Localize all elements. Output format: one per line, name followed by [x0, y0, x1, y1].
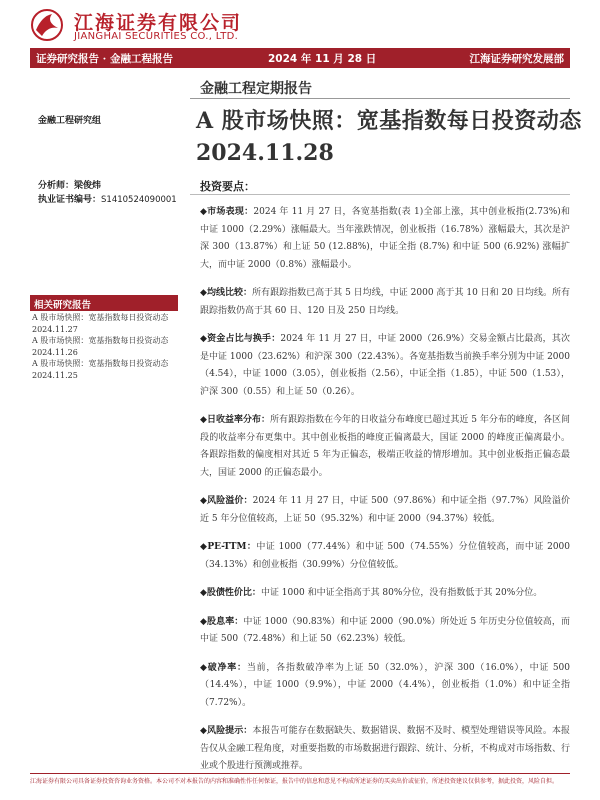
diamond-bullet-icon: ◆: [200, 662, 208, 673]
diamond-bullet-icon: ◆: [200, 616, 208, 627]
point-label: 市场表现：: [207, 207, 254, 217]
point-label: 破净率：: [207, 662, 247, 673]
company-name-en: JIANGHAI SECURITIES CO., LTD.: [74, 31, 239, 42]
divider: [190, 98, 570, 99]
diamond-bullet-icon: ◆: [200, 415, 207, 425]
related-reports-list: [32, 312, 180, 381]
key-points-title: 投资要点：: [200, 180, 255, 193]
point-text: 所有跟踪指数已高于其 5 日均线，中证 2000 高于其 10 日和 20 日均线。所有跟踪指数仍高于其 60 日、120 日及 250 日均线。: [200, 288, 570, 316]
footer-disclaimer: 江海证券有限公司具备证券投资咨询业务资格。本公司不对本报告的内容和准确性作任何保证，报告中的信息和意见不构成所述证券的买卖出价或征价，所述投资建议仅供参考，据此投资，风险自担。: [30, 778, 559, 785]
diamond-bullet-icon: ◆: [200, 588, 207, 598]
jianghai-logo-icon: [30, 8, 64, 42]
report-category: 证券研究报告 · 金融工程报告: [36, 53, 173, 65]
related-reports-heading-text: 相关研究报告: [34, 300, 92, 311]
point-label: 风险溢价：: [207, 496, 253, 506]
point-label: 日收益率分布：: [206, 415, 271, 425]
point-below-book: [200, 660, 570, 713]
point-text: 所有跟踪指数在今年的日收益分布峰度已超过其近 5 年分布的峰度，各区间段的收益率分布更集中。其中创业板指的峰度正偏离最大，国证 2000 的峰度正偏离最小。各跟踪指数的偏度相对其近 5 年为正偏态，极端正收益的情形增加。其中创业板指正偏态最大，国证 2000 的正偏态最小。: [200, 415, 570, 478]
point-label: 资金占比与换手：: [207, 334, 281, 344]
company-logo: [30, 6, 290, 44]
point-text: 2024 年 11 月 27 日，中证 2000（26.9%）交易金额占比最高，其次是中证 1000（23.62%）和沪深 300（22.43%）。各宽基指数当前换手率分别为中证 2000（4.54），中证 1000（3.05），创业板指（2.56），中证全指（1.85），中证 500（1.53），沪深 300（0.55）和上证 50（0.26）。: [200, 334, 570, 397]
department-name: 江海证券研究发展部: [469, 53, 564, 65]
related-report-link[interactable]: A 股市场快照：宽基指数每日投资动态 2024.11.25: [32, 359, 169, 380]
analyst-info: [38, 178, 101, 191]
footer-divider: [30, 773, 570, 774]
key-points-body: [200, 204, 570, 787]
diamond-bullet-icon: ◆: [200, 288, 207, 298]
point-label: PE-TTM：: [207, 542, 257, 552]
related-report-link[interactable]: A 股市场快照：宽基指数每日投资动态 2024.11.26: [32, 336, 169, 357]
analyst-name: 梁俊炜: [74, 181, 102, 191]
point-risk-premium: [200, 493, 570, 528]
related-report-link[interactable]: A 股市场快照：宽基指数每日投资动态 2024.11.27: [32, 313, 169, 334]
diamond-bullet-icon: ◆: [200, 726, 207, 736]
point-pe-ttm: [200, 539, 570, 574]
point-text: 2024 年 11 月 27 日，各宽基指数(表 1)全部上涨，其中创业板指(2.73%)和中证 1000（2.29%）涨幅最大。当年涨跌情况，创业板指（16.78%）涨幅最大，其次是沪深 300（13.87%）和上证 50 (12.88%)，中证全指 (8.7%) 和中证 500 (6.92%) 涨幅扩大，而中证 2000（0.8%）涨幅最小。: [200, 207, 570, 270]
related-reports-heading: [30, 295, 178, 311]
point-label: 股息率：: [207, 616, 244, 627]
point-text: 中证 1000（77.44%）和中证 500（74.55%）分位值较高，而中证 2000（34.13%）和创业板指（30.99%）分位值较低。: [200, 542, 571, 570]
divider: [190, 194, 570, 195]
diamond-bullet-icon: ◆: [200, 207, 208, 217]
title-date: 2024.11.28: [196, 140, 334, 166]
point-text: 中证 1000 和中证全指高于其 80%分位，没有指数低于其 20%分位。: [260, 588, 543, 598]
point-text: 2024 年 11 月 27 日，中证 500（97.86%）和中证全指（97.7%）风险溢价近 5 年分位值较高，上证 50（95.32%）和中证 2000（94.37%）较低。: [200, 496, 570, 524]
report-date: 2024 年 11 月 28 日: [268, 53, 377, 65]
point-return-distribution: [200, 412, 570, 482]
diamond-bullet-icon: ◆: [200, 542, 208, 552]
point-label: 风险提示：: [207, 726, 253, 736]
point-market-performance: [200, 204, 570, 274]
point-text: 中证 1000（90.83%）和中证 2000（90.0%）所处近 5 年历史分位值较高，而中证 500（72.48%）和上证 50（62.23%）较低。: [200, 616, 570, 644]
point-label: 股债性价比：: [206, 588, 261, 598]
page-title: A 股市场快照：宽基指数每日投资动态: [196, 108, 582, 134]
point-text: 当前，各指数破净率为上证 50（32.0%），沪深 300（16.0%），中证 500（14.4%），中证 1000（9.9%），中证 2000（4.4%），创业板指（1.0%）和中证全指（7.72%）。: [200, 662, 570, 708]
diamond-bullet-icon: ◆: [200, 496, 208, 506]
analyst-label: 分析师：: [38, 181, 75, 191]
company-name-cn: 江海证券有限公司: [74, 12, 243, 34]
point-risk-warning: [200, 723, 570, 776]
certificate-info: [38, 192, 177, 205]
report-type: 金融工程定期报告: [200, 81, 312, 97]
certificate-label: 执业证书编号：: [38, 195, 102, 205]
point-text: 本报告可能存在数据缺失、数据错误、数据不及时、模型处理错误等风险。本报告仅从金融工程角度，对重要指数的市场数据进行跟踪、统计、分析，不构成对市场指数、行业或个股进行预测或推荐。: [200, 726, 570, 771]
header-bar: [30, 48, 570, 68]
point-label: 均线比较：: [206, 288, 253, 298]
point-equity-bond: [200, 585, 570, 603]
point-turnover: [200, 331, 570, 401]
point-moving-average: [200, 285, 570, 320]
diamond-bullet-icon: ◆: [200, 334, 208, 344]
research-team: 金融工程研究组: [38, 116, 102, 126]
point-dividend-yield: [200, 614, 570, 649]
certificate-number: S1410524090001: [101, 195, 177, 205]
